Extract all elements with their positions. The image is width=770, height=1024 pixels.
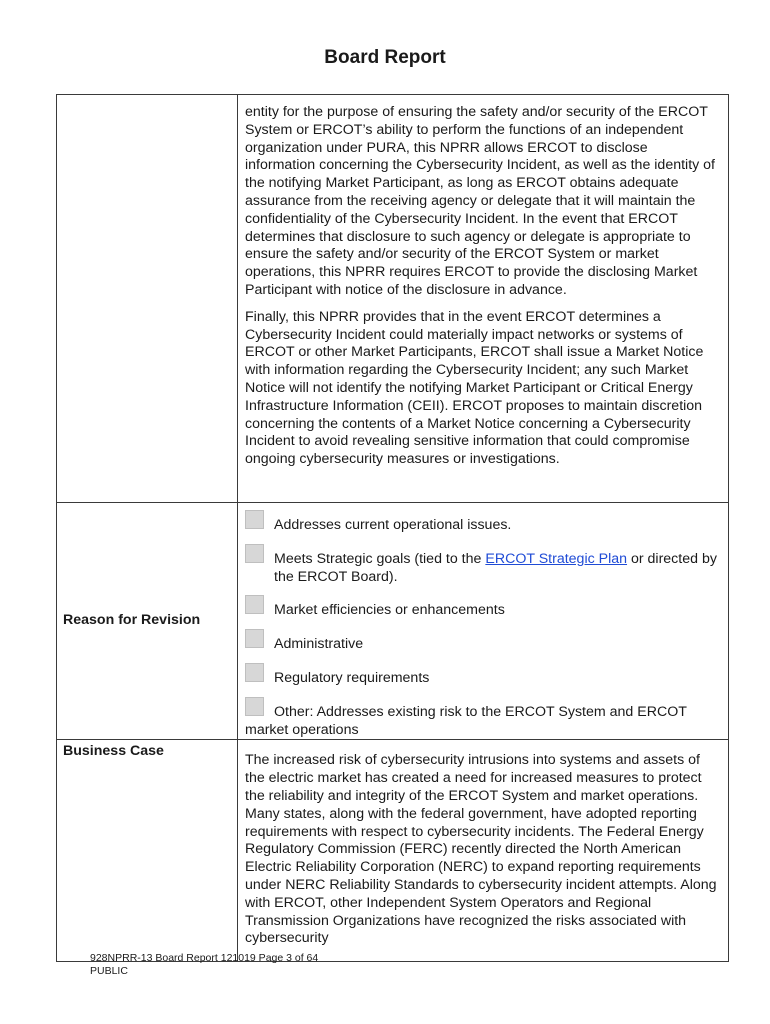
checkbox-operational[interactable] xyxy=(245,508,721,535)
reason-label: Reason for Revision xyxy=(57,503,238,740)
checkbox-label-continuation: market operations xyxy=(245,721,359,738)
checkbox-label: Addresses current operational issues. xyxy=(274,517,512,533)
checkbox-box[interactable] xyxy=(245,697,264,716)
checkbox-administrative[interactable] xyxy=(245,627,721,654)
checkbox-box[interactable] xyxy=(245,663,264,682)
checkbox-strategic[interactable] xyxy=(245,542,721,587)
checkbox-label: Administrative xyxy=(274,636,364,653)
report-table xyxy=(56,94,729,962)
checkbox-box[interactable] xyxy=(245,629,264,648)
footer-classification: PUBLIC xyxy=(90,965,128,977)
checkbox-box[interactable] xyxy=(245,595,264,614)
page-title: Board Report xyxy=(324,47,446,68)
checkbox-label-suffix: or directed by the ERCOT Board). xyxy=(274,550,717,585)
checkbox-market-efficiencies[interactable] xyxy=(245,593,721,620)
footer-report-id: 928NPRR-13 Board Report 121019 Page 3 of 64 xyxy=(90,952,319,964)
page-footer xyxy=(90,952,318,978)
ercot-strategic-plan-link[interactable]: ERCOT Strategic Plan xyxy=(485,550,628,567)
impact-label-cell xyxy=(57,95,238,503)
reason-options-cell xyxy=(238,503,729,740)
table-row-impact xyxy=(57,95,729,503)
checkbox-other[interactable] xyxy=(245,695,721,740)
checkbox-label: Other: Addresses existing risk to the ERCOT System and ERCOT xyxy=(274,703,687,720)
business-case-text: The increased risk of cybersecurity intrusions into systems and assets of the electric market has created a need for increased measures to protect the reliability and integrity of the ERCOT System and market operations. Many states, along with the federal government, have adopted reporting requirements with respect to cybersecurity incidents. The Federal Energy Regulatory Commission (FERC) recently directed the North American Electric Reliability Corporation (NERC) to expand reporting requirements under NERC Reliability Standards to cybersecurity incident attempts. Along with ERCOT, other Independent System Operators and Regional Transmission Organizations have recognized the risks associated with cybersecurity xyxy=(238,740,729,962)
business-case-label: Business Case xyxy=(57,740,238,962)
table-row-reason xyxy=(57,503,729,740)
checkbox-regulatory[interactable] xyxy=(245,661,721,688)
checkbox-box[interactable] xyxy=(245,510,264,529)
checkbox-box[interactable] xyxy=(245,544,264,563)
impact-paragraph-1: entity for the purpose of ensuring the safety and/or security of the ERCOT System or ERCOT’s ability to perform the functions of an independent organization under PURA, this NPRR allows ERCOT to disclose information concerning the Cybersecurity Incident, as well as the identity of the notifying Market Participant, as long as ERCOT obtains adequate assurance from the receiving agency or delegate that it will maintain the confidentiality of the Cybersecurity Incident. In the event that ERCOT determines that disclosure to such agency or delegate is appropriate to ensure the safety and/or security of the ERCOT System or market operations, this NPRR requires ERCOT to provide the disclosing Market Participant with notice of the disclosure in advance. xyxy=(245,104,716,298)
impact-paragraph-2: Finally, this NPRR provides that in the event ERCOT determines a Cybersecurity Incident could materially impact networks or systems of ERCOT or other Market Participants, ERCOT shall issue a Market Notice with information regarding the Cybersecurity Incident; any such Market Notice will not identify the notifying Market Participant or Critical Energy Infrastructure Information (CEII). ERCOT proposes to maintain discretion concerning the contents of a Market Notice concerning a Cybersecurity Incident to avoid revealing sensitive information that could compromise ongoing cybersecurity measures or investigations. xyxy=(245,308,704,468)
checkbox-label: Regulatory requirements xyxy=(274,669,430,686)
table-row-business-case xyxy=(57,740,729,962)
impact-text-cell xyxy=(238,95,729,503)
checkbox-label: Meets Strategic goals (tied to the xyxy=(274,550,486,567)
checkbox-label: Market efficiencies or enhancements xyxy=(274,602,505,619)
